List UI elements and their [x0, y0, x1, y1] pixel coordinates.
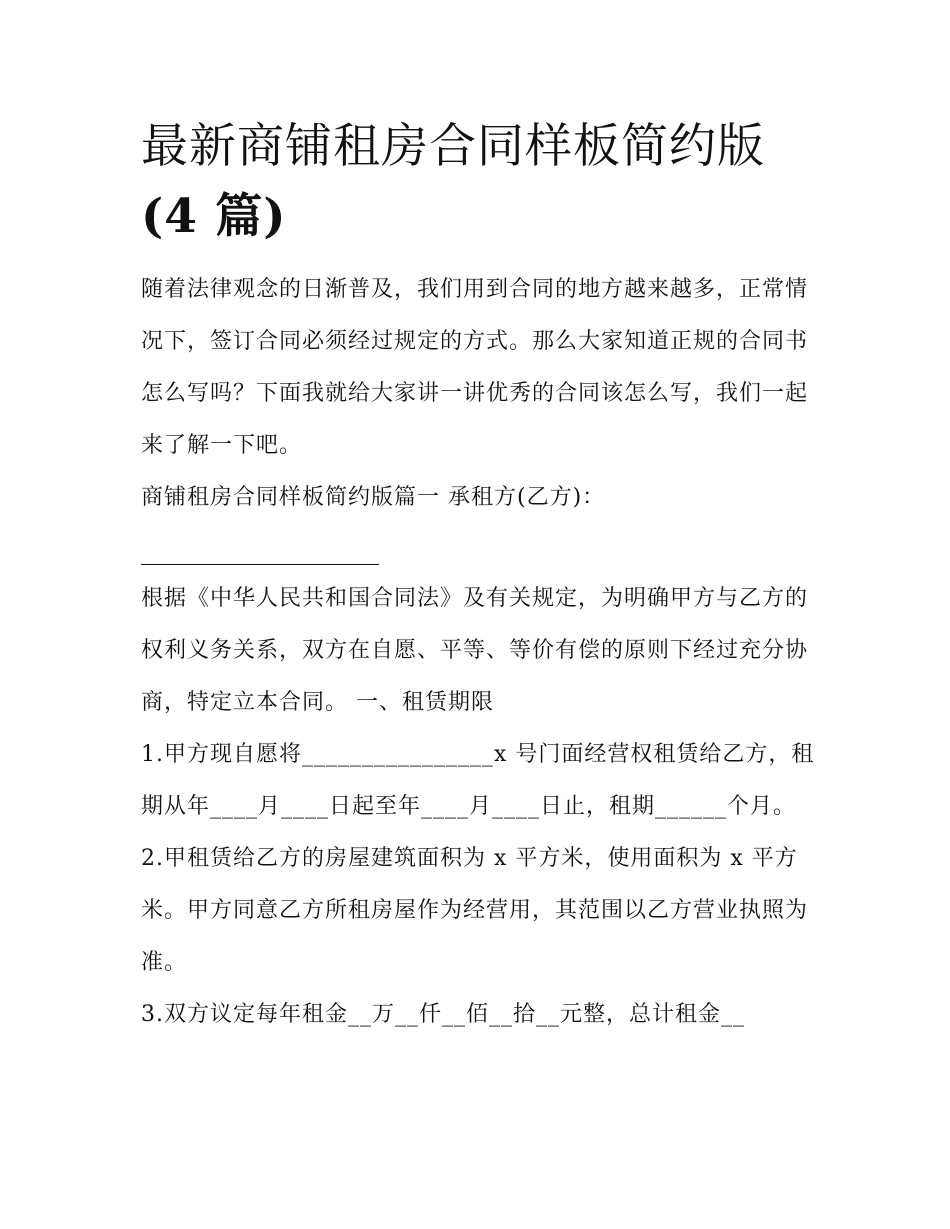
clause-2-paragraph: 2.甲租赁给乙方的房屋建筑面积为 x 平方米，使用面积为 x 平方米。甲方同意乙方所租房屋作为经营用，其范围以乙方营业执照为准。 [141, 846, 809, 975]
clause-3-paragraph: 3.双方议定每年租金__万__仟__佰__拾__元整，总计租金__ [141, 1002, 745, 1027]
title-line-2: (4 篇) [141, 189, 287, 244]
intro-paragraph: 随着法律观念的日渐普及，我们用到合同的地方越来越多，正常情况下，签订合同必须经过规定的方式。那么大家知道正规的合同书怎么写吗？下面我就给大家讲一讲优秀的合同该怎么写，我们一起来了解一下吧。 [141, 277, 809, 458]
preamble-paragraph: 根据《中华人民共和国合同法》及有关规定，为明确甲方与乙方的权利义务关系，双方在自愿、平等、等价有偿的原则下经过充分协商，特定立本合同。 一、租赁期限 [141, 586, 809, 715]
clause-1-paragraph: 1.甲方现自愿将________________x 号门面经营权租赁给乙方，租期从年____月____日起至年____月____日止，租期______个月。 [141, 742, 815, 819]
section-heading-paragraph: 商铺租房合同样板简约版篇一 承租方(乙方)： [141, 485, 606, 510]
fill-in-blank-line [141, 524, 379, 565]
document-title [141, 112, 821, 252]
title-line-1: 最新商铺租房合同样板简约版 [141, 119, 765, 174]
document-page [141, 112, 821, 1041]
